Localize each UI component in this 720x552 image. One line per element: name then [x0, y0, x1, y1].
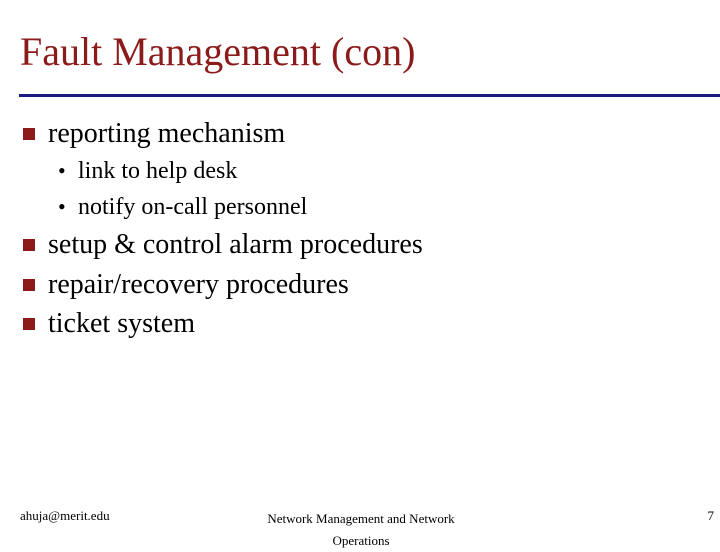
bullet-text: repair/recovery procedures: [48, 269, 349, 300]
bullet-text: ticket system: [48, 308, 195, 339]
bullet-item: [23, 229, 423, 261]
footer-course-title: Network Management and Network Operations: [267, 511, 455, 548]
square-bullet-icon: [23, 318, 35, 330]
dot-bullet-icon: •: [58, 158, 66, 183]
sub-bullet-item: [58, 158, 237, 184]
bullet-text: reporting mechanism: [48, 118, 286, 149]
bullet-item: [23, 269, 349, 301]
title-divider: [19, 94, 720, 97]
bullet-item: [23, 118, 285, 150]
sub-bullet-text: notify on-call personnel: [78, 194, 308, 220]
bullet-text: setup & control alarm procedures: [48, 229, 423, 260]
square-bullet-icon: [23, 128, 35, 140]
footer-email: ahuja@merit.edu: [20, 508, 110, 523]
bullet-item: [23, 308, 195, 340]
dot-bullet-icon: •: [58, 194, 66, 219]
page-number: 7: [707, 508, 714, 523]
square-bullet-icon: [23, 239, 35, 251]
sub-bullet-text: link to help desk: [78, 158, 238, 184]
sub-bullet-item: [58, 194, 307, 220]
slide-title: Fault Management (con): [20, 29, 416, 74]
square-bullet-icon: [23, 279, 35, 291]
